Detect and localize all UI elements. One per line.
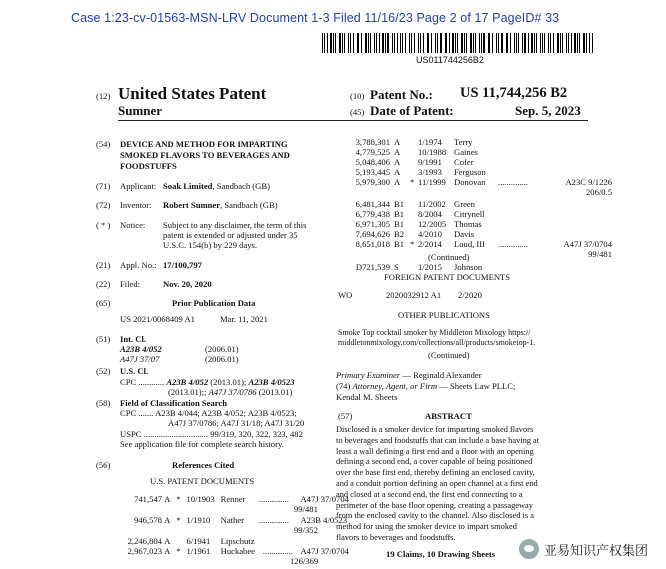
int-cl-1: A23B 4/052: [120, 344, 162, 354]
foreign-date: 2/2020: [458, 290, 482, 300]
right-ref-row: [340, 249, 612, 260]
right-ref-class: 99/481: [588, 249, 612, 259]
primary-examiner: [336, 370, 482, 381]
cpc-class-2: A23B 4/0523: [248, 377, 295, 387]
barcode-bar: [327, 33, 328, 53]
code-74: (74): [336, 381, 351, 391]
attorney-line-2: Kendal M. Sheets: [336, 392, 398, 402]
inventor-label: Inventor:: [120, 200, 152, 210]
barcode-bar: [427, 33, 428, 53]
field-cpc-line-1: CPC ....... A23B 4/044; A23B 4/052; A23B 4/0523;: [120, 408, 297, 418]
right-ref-date: 11/2002: [418, 199, 446, 209]
right-ref-name: Terry: [454, 137, 473, 147]
barcode-bar: [466, 33, 467, 53]
continued-1: (Continued): [428, 252, 470, 262]
right-ref-number: 5,048,406: [355, 157, 390, 167]
abstract-line: Disclosed is a smoker device for imparting smoked flavors: [336, 425, 534, 434]
us-ref-name: Renner: [220, 494, 246, 504]
int-cl-label: Int. Cl.: [120, 334, 147, 344]
code-54: (54): [96, 139, 111, 149]
right-ref-number: 5,193,445: [355, 167, 390, 177]
barcode-bar: [574, 33, 575, 53]
right-ref-kind: B1: [394, 199, 405, 209]
foreign-number: 2020032912 A1: [386, 290, 442, 300]
barcode-bar: [506, 33, 507, 53]
us-ref-class: A23B 4/0523: [300, 515, 348, 525]
us-ref-dots: ..............: [258, 494, 289, 504]
watermark: [519, 539, 648, 559]
barcode-bar: [479, 33, 480, 53]
barcode-bar: [542, 33, 543, 53]
right-ref-row: [340, 262, 612, 273]
code-22: (22): [96, 279, 111, 289]
barcode-bar: [411, 33, 412, 53]
us-ref-kind: A: [164, 536, 171, 546]
us-ref-date: 6/1941: [186, 536, 211, 546]
barcode-bar: [400, 33, 401, 53]
barcode-bar: [496, 33, 497, 53]
barcode-bar: [568, 33, 569, 53]
right-ref-date: 1/1974: [418, 137, 442, 147]
barcode-bar: [457, 33, 458, 53]
right-ref-row: [340, 199, 612, 210]
barcode-bar: [475, 33, 476, 53]
abstract-line: over the base first end, thereby defining an enclosed cavity,: [336, 468, 535, 478]
right-ref-name: Citrynell: [454, 209, 485, 219]
other-pub-line-1: Smoke Top cocktail smoker by Middleton Mixology https://: [338, 328, 531, 337]
barcode-bar: [534, 33, 535, 53]
prior-pub-title: Prior Publication Data: [172, 298, 256, 308]
cpc-dots: ............: [138, 377, 165, 387]
barcode-bar: [394, 33, 395, 53]
us-ref-row: [112, 546, 349, 557]
barcode-bar: [402, 33, 403, 53]
barcode-bar: [571, 33, 572, 53]
us-ref-row: [120, 515, 347, 526]
barcode-bar: [446, 33, 447, 53]
code-10: (10): [350, 91, 365, 101]
date-of-patent-label: Date of Patent:: [370, 103, 454, 118]
barcode-bar: [540, 33, 541, 53]
us-ref-dots: ..............: [262, 546, 293, 556]
right-ref-kind: A: [394, 157, 401, 167]
barcode-bar: [431, 33, 432, 53]
barcode-number: US011744256B2: [416, 55, 484, 65]
barcode-bar: [418, 33, 419, 53]
cpc-label: CPC: [120, 377, 137, 387]
right-ref-kind: A: [394, 137, 401, 147]
right-ref-class: A47J 37/0704: [563, 239, 612, 249]
cpc-version-2: (2013.01);: [168, 387, 205, 397]
barcode-bar: [536, 33, 537, 53]
barcode-bar: [586, 33, 587, 53]
barcode-bar: [344, 33, 345, 53]
barcode-bar: [428, 33, 429, 53]
continued-2: (Continued): [428, 350, 470, 360]
right-ref-date: 3/1993: [418, 167, 442, 177]
code-72: (72): [96, 200, 111, 210]
us-cl-label: U.S. Cl.: [120, 366, 149, 376]
appl-no-label: Appl. No.:: [120, 260, 157, 270]
title-line-1: DEVICE AND METHOD FOR IMPARTING: [120, 139, 288, 149]
right-ref-kind: A: [394, 147, 401, 157]
barcode-bar: [473, 33, 474, 53]
us-ref-name: Lipschutz: [220, 536, 255, 546]
patent-type-title: United States Patent: [118, 84, 267, 103]
barcode-bar: [589, 33, 590, 53]
barcode-bar: [548, 33, 549, 53]
right-ref-kind: B1: [394, 219, 405, 229]
barcode-bar: [577, 33, 578, 53]
applicant-label: Applicant:: [120, 181, 157, 191]
abstract-line: flavors to beverages and foodstuffs.: [336, 533, 456, 542]
barcode-bar: [392, 33, 393, 53]
barcode-bar: [492, 33, 493, 53]
right-ref-row: [340, 137, 612, 148]
attorney: [336, 381, 515, 392]
barcode-bar: [342, 33, 343, 53]
us-ref-name: Nather: [220, 515, 245, 525]
barcode-bar: [445, 33, 446, 53]
code-71: (71): [96, 181, 111, 191]
prior-pub-number: US 2021/0068409 A1: [120, 314, 195, 324]
cpc-line-1: [120, 377, 295, 388]
barcode-bar: [464, 33, 465, 53]
us-ref-name: Huckabee: [220, 546, 255, 556]
barcode-bar: [357, 33, 358, 53]
attorney-name: — Sheets Law PLLC;: [437, 381, 516, 391]
us-ref-number: 2,246,804: [127, 536, 162, 546]
applicant-name: Soak Limited: [163, 181, 213, 191]
examiner-label: Primary Examiner: [336, 370, 401, 380]
barcode-bar: [522, 33, 523, 53]
us-ref-class: A47J 37/0704: [300, 494, 349, 504]
court-filing-header: Case 1:23-cv-01563-MSN-LRV Document 1-3 Filed 11/16/23 Page 2 of 17 PageID# 33: [71, 11, 560, 25]
barcode-bar: [376, 33, 377, 53]
code-57: (57): [338, 411, 353, 421]
right-ref-dots: ..............: [498, 177, 529, 187]
right-ref-row: [340, 229, 612, 240]
inventor: [163, 200, 278, 211]
abstract-line: from the enclosed cavity to the channel. Also disclosed is a: [336, 511, 534, 521]
abstract-line: defining a second end, a cover capable of being positioned: [336, 457, 533, 467]
right-ref-row: [340, 167, 612, 178]
barcode-bar: [440, 33, 442, 53]
inventor-name: Robert Sumner: [163, 200, 221, 210]
right-ref-number: 4,779,525: [355, 147, 390, 157]
us-ref-row: [112, 536, 255, 547]
us-ref-number: 2,967,023: [127, 546, 162, 556]
barcode-bar: [501, 33, 502, 53]
barcode-bar: [353, 33, 354, 53]
barcode-bar: [333, 33, 334, 53]
abstract-line: method for using the smoker device to impart smoked: [336, 522, 517, 532]
barcode-bar: [387, 33, 389, 53]
barcode-bar: [365, 33, 367, 53]
abstract-line: and a conduit portion defining an open channel at a first end: [336, 479, 538, 488]
right-ref-name: Ferguson: [454, 167, 486, 177]
right-ref-date: 11/1999: [418, 177, 446, 187]
right-ref-kind: A: [394, 177, 401, 187]
barcode-bar: [361, 33, 362, 53]
right-ref-number: 3,788,301: [355, 137, 390, 147]
us-ref-number: 946,578: [134, 515, 162, 525]
barcode-bar: [562, 33, 563, 53]
code-12: (12): [96, 91, 111, 101]
right-ref-star: *: [410, 239, 415, 249]
barcode-bar: [409, 33, 410, 53]
barcode-bar: [420, 33, 421, 53]
applicant-place: , Sandbach (GB): [212, 181, 270, 191]
barcode-bar: [348, 33, 349, 53]
wechat-icon: [519, 539, 539, 559]
notice-line-2: patent is extended or adjusted under 35: [163, 230, 298, 240]
barcode-bar: [557, 33, 559, 53]
barcode-bar: [382, 33, 383, 53]
right-ref-name: Thomas: [454, 219, 482, 229]
notice-label: Notice:: [120, 220, 146, 230]
header-divider: [118, 120, 588, 121]
cpc-class-3: A47J 37/0786: [208, 387, 257, 397]
barcode-bar: [452, 33, 453, 53]
other-pub-line-2: middletonmixology.com/collections/all/products/smoketop-1.: [338, 338, 536, 347]
barcode-bar: [544, 33, 545, 53]
barcode-bar: [455, 33, 456, 53]
right-ref-date: 4/2010: [418, 229, 442, 239]
cpc-version-1: (2013.01);: [210, 377, 247, 387]
barcode-bar: [370, 33, 371, 53]
right-ref-kind: B2: [394, 229, 405, 239]
right-ref-row: [340, 177, 612, 188]
right-ref-class: A23C 9/1226: [565, 177, 612, 187]
us-ref-subclass: 99/352: [294, 525, 318, 535]
barcode-bar: [481, 33, 482, 53]
code-21: (21): [96, 260, 111, 270]
barcode-bar: [566, 33, 567, 53]
cpc-line-2: (2013.01);; A47J 37/0786 (2013.01): [168, 387, 293, 397]
barcode-bar: [358, 33, 359, 53]
us-ref-kind: A: [164, 546, 171, 556]
barcode-bar: [592, 33, 593, 53]
right-ref-row: [340, 219, 612, 230]
title-line-2: SMOKED FLAVORS TO BEVERAGES AND: [120, 150, 290, 160]
uspc-line: USPC .............................. 99/319, 320, 322, 323, 482: [120, 429, 303, 439]
right-ref-kind: B1: [394, 209, 405, 219]
barcode-bar: [583, 33, 585, 53]
examiner-name: — Reginald Alexander: [400, 370, 482, 380]
barcode-bar: [514, 33, 515, 53]
right-ref-row: [340, 187, 612, 198]
cpc-class-1: A23B 4/052: [166, 377, 209, 387]
barcode-bar: [379, 33, 380, 53]
us-ref-dots: ..............: [258, 515, 289, 525]
barcode-bar: [324, 33, 325, 53]
int-cl-1-version: (2006.01): [205, 344, 239, 354]
us-ref-row: [120, 494, 349, 505]
barcode-bar: [483, 33, 484, 53]
us-ref-class: A47J 37/0704: [300, 546, 349, 556]
barcode-bar: [461, 33, 462, 53]
barcode-bar: [470, 33, 472, 53]
abstract-line: least a wall defining a first end and a floor with an opening: [336, 446, 534, 456]
barcode-bar: [330, 33, 331, 53]
right-ref-kind: A: [394, 167, 401, 177]
patent-barcode: [322, 33, 594, 53]
filed-date: Nov. 20, 2020: [163, 279, 212, 289]
appl-no: 17/100,797: [163, 260, 202, 270]
barcode-bar: [339, 33, 341, 53]
patent-no-label: Patent No.:: [370, 87, 433, 102]
inventor-surname: Sumner: [118, 103, 163, 118]
code-45: (45): [350, 107, 365, 117]
applicant: [163, 181, 270, 192]
watermark-text: 亚易知识产权集团: [543, 543, 648, 559]
right-ref-number: 6,481,344: [355, 199, 390, 209]
right-ref-kind: S: [394, 262, 399, 272]
barcode-bar: [498, 33, 500, 53]
right-ref-number: 6,971,305: [355, 219, 390, 229]
other-pubs-title: OTHER PUBLICATIONS: [398, 310, 490, 320]
right-ref-number: D721,539: [355, 262, 390, 272]
see-application-note: See application file for complete search history.: [120, 439, 284, 449]
foreign-office: WO: [338, 290, 353, 300]
right-ref-number: 6,779,438: [355, 209, 390, 219]
us-patent-docs-title: U.S. PATENT DOCUMENTS: [150, 476, 255, 486]
right-ref-row: [340, 157, 612, 168]
barcode-bar: [435, 33, 436, 53]
barcode-bar: [518, 33, 519, 53]
barcode-bar: [553, 33, 554, 53]
code-58: (58): [96, 398, 111, 408]
code-51: (51): [96, 334, 111, 344]
abstract-line: and closed at a second end, the first end connecting to a: [336, 489, 523, 499]
code-56: (56): [96, 460, 111, 470]
abstract-title: ABSTRACT: [425, 411, 472, 421]
right-ref-date: 9/1991: [418, 157, 442, 167]
barcode-bar: [489, 33, 490, 53]
foreign-docs-title: FOREIGN PATENT DOCUMENTS: [384, 272, 511, 282]
right-ref-name: Gaines: [454, 147, 478, 157]
code-65: (65): [96, 298, 111, 308]
us-ref-kind: A: [164, 515, 171, 525]
right-ref-row: [340, 239, 612, 250]
barcode-bar: [507, 33, 508, 53]
filed-label: Filed:: [120, 279, 141, 289]
barcode-bar: [335, 33, 336, 53]
right-ref-name: Donovan: [454, 177, 486, 187]
inventor-place: , Sandbach (GB): [220, 200, 278, 210]
date-of-patent: Sep. 5, 2023: [515, 103, 581, 118]
us-ref-kind: A: [164, 494, 171, 504]
abstract-line: perimeter of the base floor opening, creating a passageway: [336, 500, 533, 510]
us-ref-star: *: [176, 494, 181, 504]
barcode-bar: [397, 33, 398, 53]
right-ref-number: 5,979,300: [355, 177, 390, 187]
barcode-bar: [510, 33, 511, 53]
field-cpc-line-2: A47J 37/0786; A47J 31/18; A47J 31/20: [168, 418, 305, 428]
right-ref-name: Cofer: [454, 157, 474, 167]
us-ref-star: *: [176, 515, 181, 525]
barcode-bar: [350, 33, 351, 53]
us-ref-date: 1/1910: [186, 515, 211, 525]
code-52: (52): [96, 366, 111, 376]
barcode-bar: [531, 33, 532, 53]
notice-line-1: Subject to any disclaimer, the term of this: [163, 220, 307, 230]
us-ref-star: *: [176, 546, 181, 556]
right-ref-dots: ..............: [498, 239, 529, 249]
us-ref-number: 741,547: [134, 494, 162, 504]
abstract-line: to beverages and foodstuffs that can include a base having at: [336, 435, 540, 445]
right-ref-date: 10/1988: [418, 147, 447, 157]
barcode-bar: [437, 33, 438, 53]
right-ref-name: Loud, III: [454, 239, 486, 249]
field-search-label: Field of Classification Search: [120, 398, 228, 408]
barcode-bar: [550, 33, 551, 53]
barcode-bar: [524, 33, 526, 53]
barcode-bar: [322, 33, 323, 53]
us-ref-subclass: 99/481: [294, 504, 318, 514]
right-ref-number: 8,651,018: [355, 239, 390, 249]
right-ref-date: 1/2015: [418, 262, 442, 272]
us-ref-subclass: 126/369: [290, 556, 319, 566]
int-cl-2-version: (2006.01): [205, 354, 239, 364]
barcode-bar: [579, 33, 580, 53]
cpc-version-3: (2013.01): [258, 387, 293, 397]
right-ref-row: [340, 209, 612, 220]
right-ref-name: Davis: [454, 229, 475, 239]
notice-code: ( * ): [96, 220, 111, 230]
attorney-label: Attorney, Agent, or Firm: [352, 381, 438, 391]
barcode-bar: [516, 33, 517, 53]
references-cited-title: References Cited: [172, 460, 235, 470]
barcode-bar: [449, 33, 450, 53]
us-ref-date: 1/1961: [186, 546, 211, 556]
barcode-bar: [374, 33, 375, 53]
barcode-bar: [368, 33, 369, 53]
claims-sheets: 19 Claims, 10 Drawing Sheets: [386, 549, 496, 559]
int-cl-2: A47J 37/07: [120, 354, 160, 364]
prior-pub-date: Mar. 11, 2021: [220, 314, 268, 324]
right-ref-date: 12/2005: [418, 219, 447, 229]
barcode-bar: [560, 33, 561, 53]
right-ref-number: 7,694,626: [355, 229, 390, 239]
right-ref-kind: B1: [394, 239, 405, 249]
right-ref-name: Green: [454, 199, 475, 209]
right-ref-date: 8/2004: [418, 209, 442, 219]
right-ref-date: 2/2014: [418, 239, 442, 249]
right-ref-row: [340, 147, 612, 158]
right-ref-star: *: [410, 177, 415, 187]
barcode-bar: [488, 33, 489, 53]
title-line-3: FOODSTUFFS: [120, 161, 177, 171]
barcode-bar: [528, 33, 529, 53]
barcode-bar: [414, 33, 416, 53]
notice-line-3: U.S.C. 154(b) by 229 days.: [163, 240, 258, 250]
us-ref-date: 10/1903: [186, 494, 215, 504]
right-ref-name: Johnson: [454, 262, 483, 272]
barcode-bar: [423, 33, 424, 53]
right-ref-class: 206/0.5: [585, 187, 612, 197]
patent-number: US 11,744,256 B2: [460, 85, 568, 101]
barcode-bar: [405, 33, 406, 53]
barcode-bar: [385, 33, 386, 53]
